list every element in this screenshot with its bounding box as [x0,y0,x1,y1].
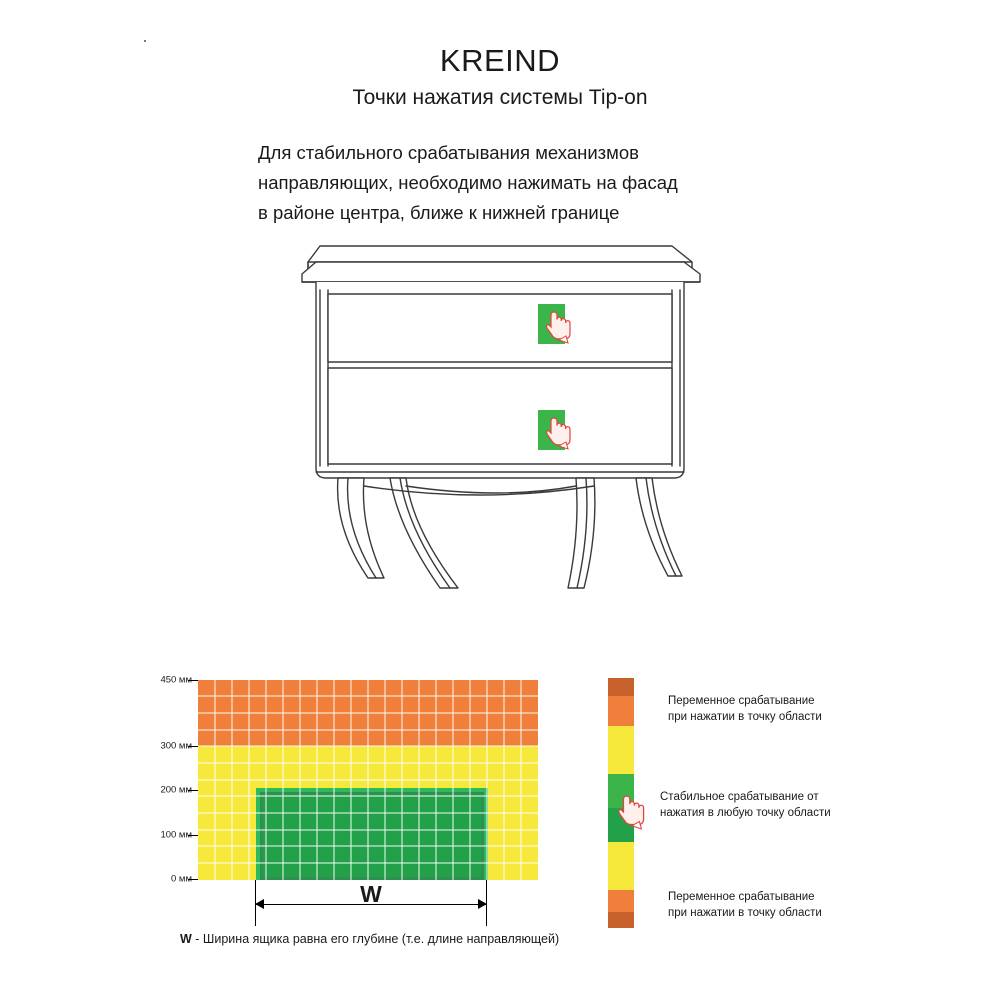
legend-item-line-1: Переменное срабатывание [668,891,815,903]
stray-dot [144,40,146,42]
legend-item-variable-bottom [668,890,822,922]
legend-segment-7 [608,890,634,912]
axis-tick-300 [188,746,198,747]
legend-item-line-2: при нажатии в точку области [668,710,822,723]
page-header [0,44,1000,110]
axis-tick-200 [188,790,198,791]
dimension-caption [180,932,559,946]
cabinet-illustration [280,228,720,628]
legend-segment-3 [608,726,634,774]
legend-item-variable-top [668,694,822,726]
zone-grid [198,680,538,880]
legend-item-line-1: Стабильное срабатывание от [660,791,819,803]
dimension-caption-text: - Ширина ящика равна его глубине (т.е. длине направляющей) [191,932,560,946]
dimension-caption-bold: W [180,932,192,946]
legend-segment-8 [608,912,634,928]
axis-tick-0 [188,879,198,880]
brand-title: KREIND [439,43,561,78]
intro-line-2: направляющих, необходимо нажимать на фасад [258,171,678,193]
press-point-top-drawer[interactable] [538,304,572,344]
page-subtitle: Точки нажатия системы Tip-on [352,86,648,110]
axis-label-450: 450 мм [160,674,192,686]
axis-label-0: 0 мм [171,873,192,885]
axis-tick-100 [188,835,198,836]
hand-cursor-icon [546,416,574,450]
press-point-bottom-drawer[interactable] [538,410,572,450]
hand-cursor-icon [546,310,574,344]
intro-text [258,138,778,228]
axis-tick-450 [188,680,198,681]
dimension-letter: W [360,881,382,907]
grid-lines-svg [198,680,538,880]
axis-label-200: 200 мм [160,784,192,796]
legend-item-line-1: Переменное срабатывание [668,695,815,707]
axis-label-100: 100 мм [160,829,192,841]
dimension-arrow-left [255,899,264,909]
intro-line-3: в районе центра, ближе к нижней границе [258,201,620,223]
width-dimension [255,880,487,928]
legend-press-marker [614,790,648,830]
zone-heatmap [198,680,538,880]
dimension-arrow-right [478,899,487,909]
legend-segment-2 [608,696,634,726]
legend-segment-6 [608,842,634,890]
hand-cursor-icon [618,794,648,830]
zone-chart-axis [100,674,192,885]
axis-label-300: 300 мм [160,740,192,752]
legend-item-line-2: при нажатии в точку области [668,906,822,919]
legend-item-line-2: нажатия в любую точку области [660,806,831,819]
intro-line-1: Для стабильного срабатывания механизмов [258,142,639,163]
legend-item-stable [660,790,831,822]
legend-segment-1 [608,678,634,696]
legend [608,678,928,928]
